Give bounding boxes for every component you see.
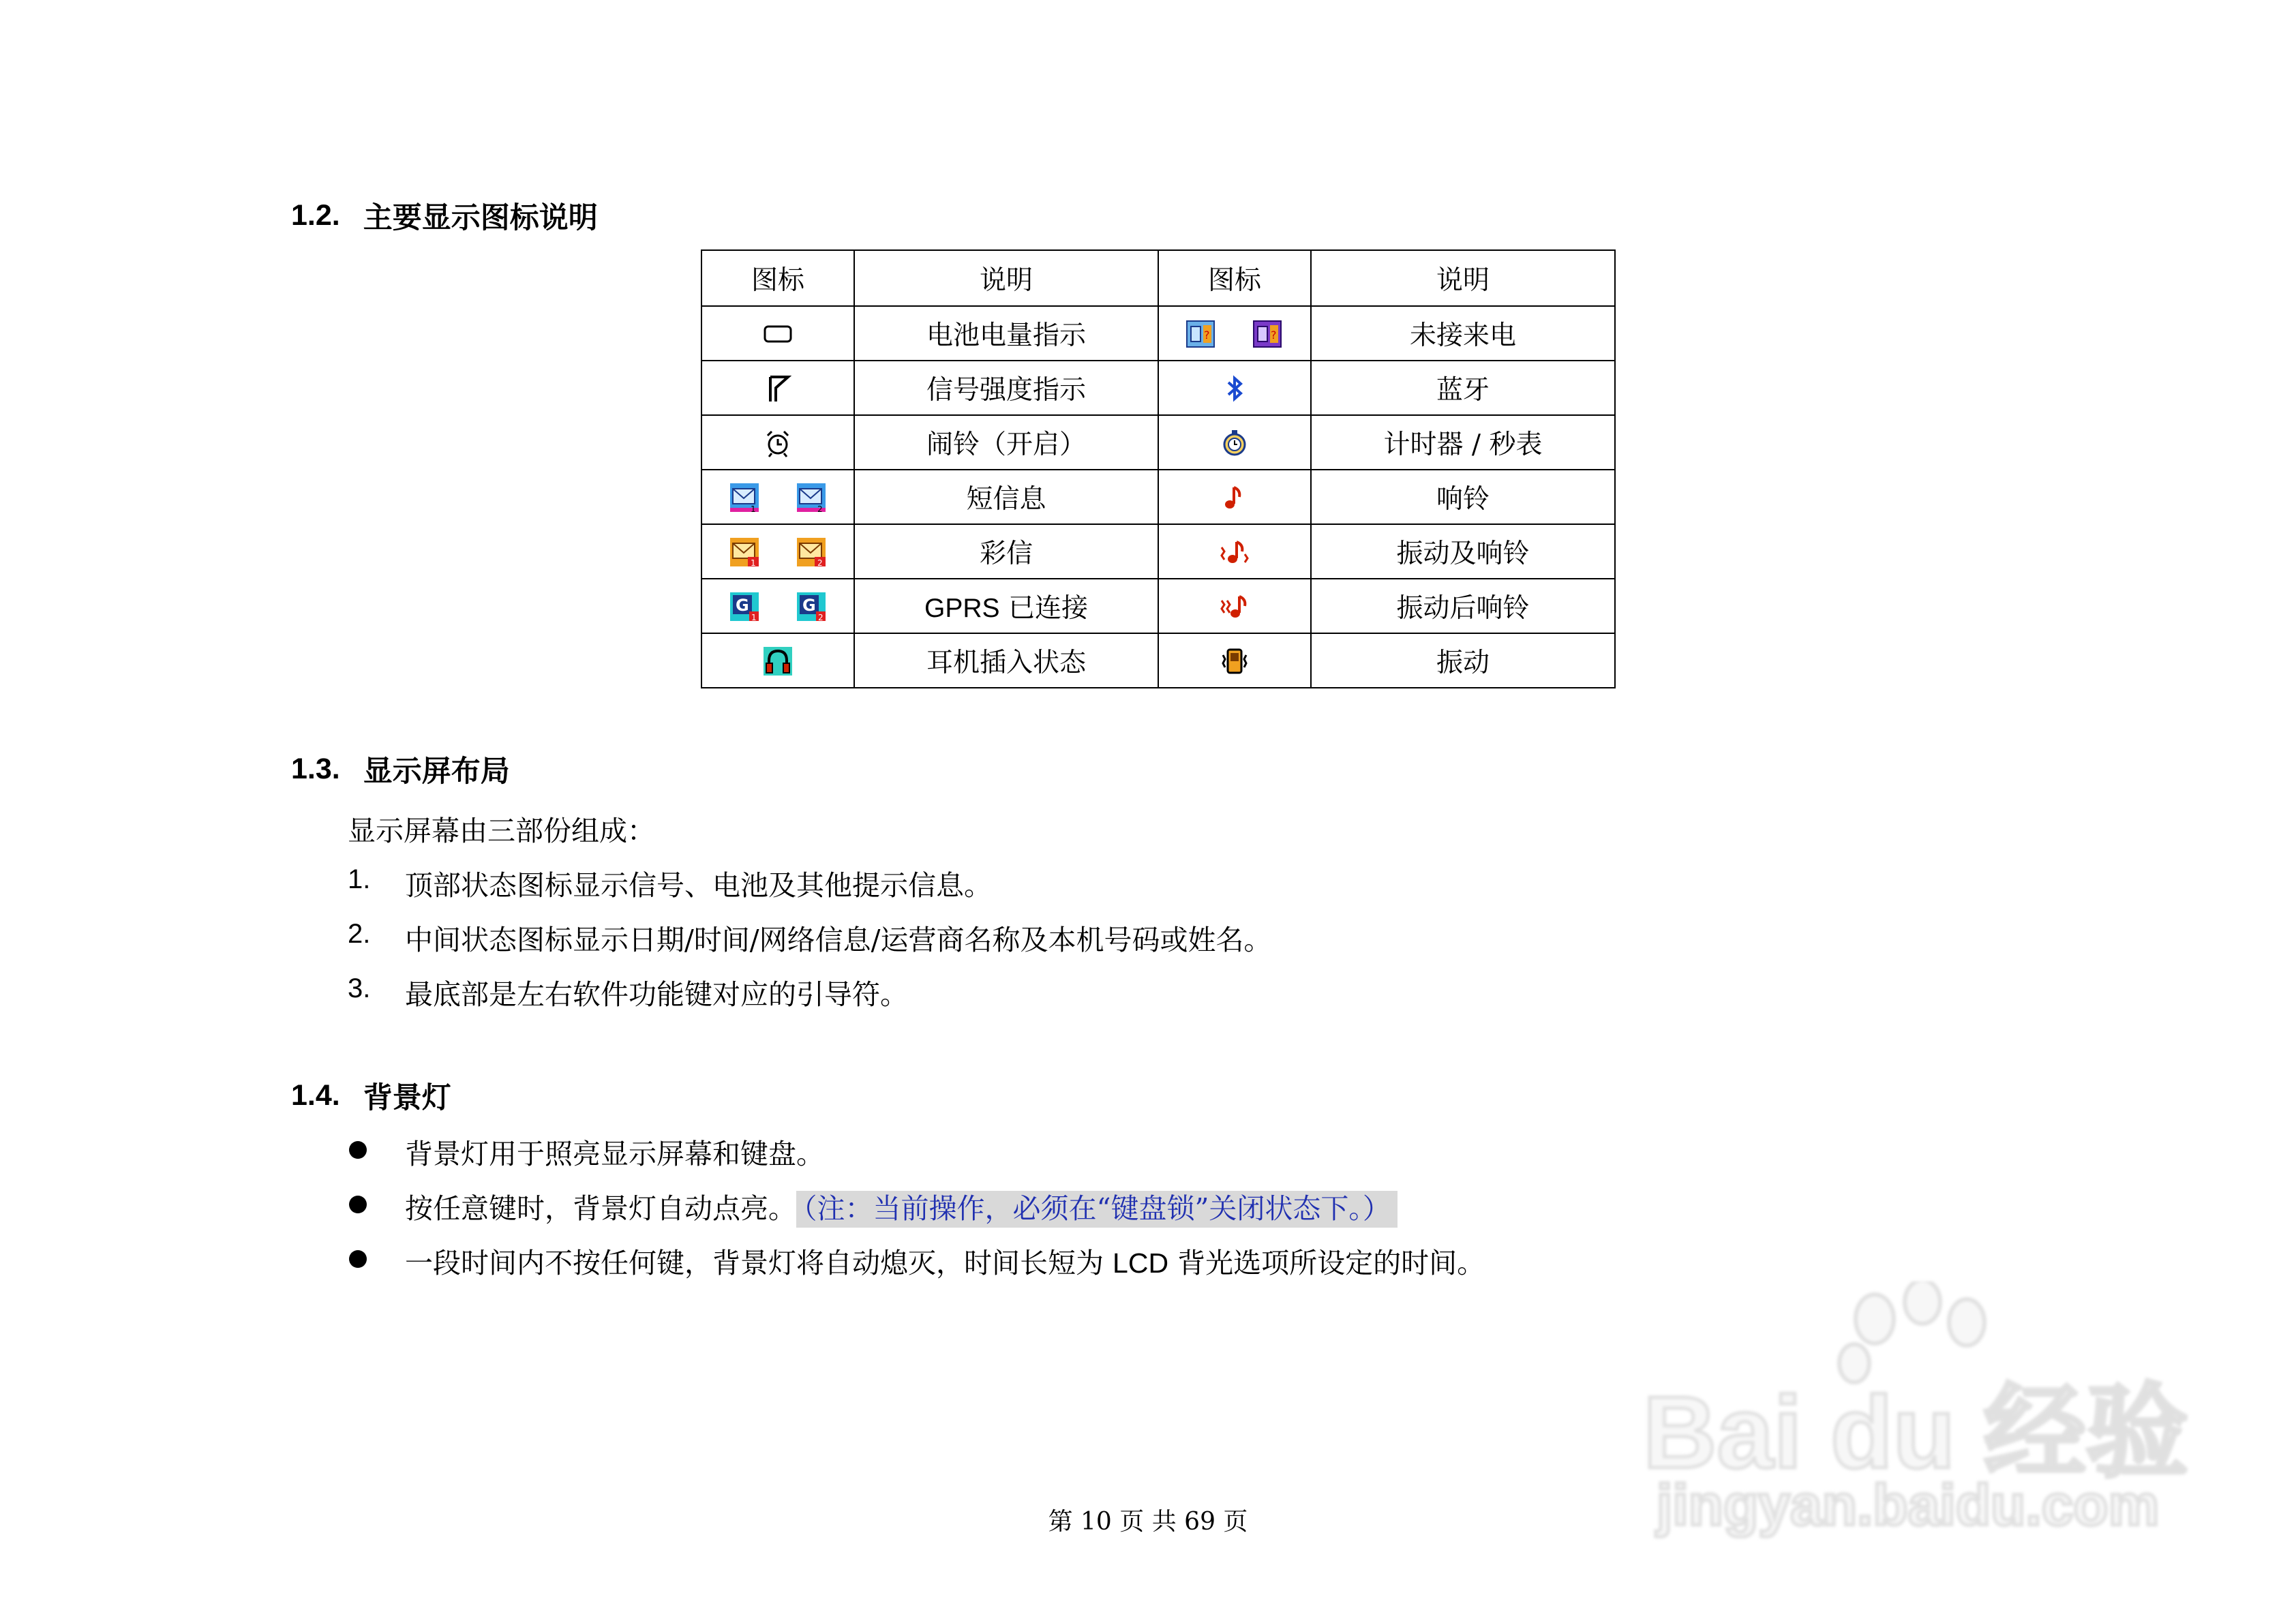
vibrate-icon (1219, 646, 1250, 677)
vibrate-then-ring-icon (1219, 591, 1250, 622)
bullet-item: 背景灯用于照亮显示屏幕和键盘。 (405, 1138, 824, 1170)
table-row (701, 306, 1615, 361)
svg-text:?: ? (1204, 329, 1210, 342)
svg-text:G: G (736, 596, 749, 615)
watermark-url: jingyan.baidu.com (1657, 1473, 2160, 1537)
header-icon-col-2: 图标 (1158, 250, 1311, 306)
signal-strength-icon (762, 373, 794, 404)
layout-intro: 显示屏幕由三部份组成： (348, 815, 655, 847)
desc-cell: 未接来电 (1311, 306, 1615, 361)
section-heading-1-4 (291, 1075, 451, 1117)
desc-cell: 信号强度指示 (854, 361, 1158, 415)
icon-cell (701, 579, 854, 633)
bullet-item (405, 1186, 1398, 1226)
desc-cell: 闹铃（开启） (854, 415, 1158, 470)
svg-text:1: 1 (751, 558, 756, 568)
watermark-brand: Bai du 经验 (1643, 1375, 2189, 1489)
icon-cell (701, 633, 854, 688)
icon-cell (701, 361, 854, 415)
desc-cell: 计时器 / 秒表 (1311, 415, 1615, 470)
desc-cell: 振动及响铃 (1311, 524, 1615, 579)
section-number: 1.2. (291, 199, 340, 232)
baidu-jingyan-watermark (1643, 1281, 2188, 1554)
section-title: 主要显示图标说明 (363, 201, 598, 235)
vibrate-and-ring-icon (1219, 536, 1250, 568)
desc-cell: 振动后响铃 (1311, 579, 1615, 633)
battery-icon (762, 318, 794, 350)
section-number: 1.3. (291, 753, 340, 785)
keypad-lock-note: （注：当前操作，必须在“键盘锁”关闭状态下。） (796, 1191, 1398, 1228)
alarm-clock-icon (762, 427, 794, 459)
icon-cell (1158, 361, 1311, 415)
section-number: 1.4. (291, 1079, 340, 1112)
svg-text:?: ? (1271, 329, 1277, 342)
gprs-sim2-icon (796, 591, 827, 622)
section-title: 显示屏布局 (363, 755, 510, 789)
desc-cell: 电池电量指示 (854, 306, 1158, 361)
section-heading-1-3 (291, 748, 510, 790)
stopwatch-icon (1219, 427, 1250, 459)
list-item: 最底部是左右软件功能键对应的引导符。 (405, 978, 908, 1011)
icon-cell (701, 415, 854, 470)
desc-cell: 振动 (1311, 633, 1615, 688)
table-row (701, 579, 1615, 633)
connected-label: 已连接 (999, 593, 1088, 624)
table-row (701, 361, 1615, 415)
header-desc-col-2: 说明 (1311, 250, 1615, 306)
header-icon-col: 图标 (701, 250, 854, 306)
desc-cell: 耳机插入状态 (854, 633, 1158, 688)
bullet-text-b: 背光选项所设定的时间。 (1168, 1247, 1485, 1279)
mms-sim2-icon (796, 536, 827, 568)
bullet-dot (349, 1196, 367, 1213)
section-heading-1-2 (291, 195, 598, 237)
desc-cell: 响铃 (1311, 470, 1615, 524)
bullet-item (405, 1241, 1485, 1281)
bullet-dot (349, 1250, 367, 1268)
svg-text:G: G (802, 596, 816, 615)
desc-cell: 短信息 (854, 470, 1158, 524)
table-row (701, 470, 1615, 524)
icon-cell (1158, 579, 1311, 633)
list-number: 2. (348, 919, 371, 949)
page-footer: 第 10 页 共 69 页 (1048, 1508, 1248, 1536)
icon-cell (1158, 306, 1311, 361)
bullet-dot (349, 1141, 367, 1159)
icon-cell (701, 470, 854, 524)
list-item: 中间状态图标显示日期/时间/网络信息/运营商名称及本机号码或姓名。 (405, 924, 1272, 956)
missed-call-sim1-icon (1185, 318, 1217, 350)
bullet-text: 按任意键时，背景灯自动点亮。 (405, 1192, 796, 1225)
header-desc-col: 说明 (854, 250, 1158, 306)
svg-text:1: 1 (751, 504, 756, 513)
svg-text:2: 2 (818, 613, 824, 622)
bullet-text-a: 一段时间内不按任何键，背景灯将自动熄灭，时间长短为 (405, 1247, 1113, 1279)
table-row (701, 415, 1615, 470)
lcd-label: LCD (1113, 1247, 1169, 1279)
headset-icon (762, 646, 794, 677)
table-header-row (701, 250, 1615, 306)
icon-cell (1158, 524, 1311, 579)
mms-sim1-icon (729, 536, 760, 568)
icon-cell (701, 306, 854, 361)
icon-cell (1158, 415, 1311, 470)
section-title: 背景灯 (363, 1081, 451, 1115)
sms-sim1-icon (729, 482, 760, 513)
list-item: 顶部状态图标显示信号、电池及其他提示信息。 (405, 869, 992, 902)
list-number: 1. (348, 864, 371, 894)
icon-cell (701, 524, 854, 579)
table-row (701, 524, 1615, 579)
svg-text:1: 1 (751, 613, 757, 622)
desc-cell: 彩信 (854, 524, 1158, 579)
bluetooth-icon (1219, 373, 1250, 404)
list-number: 3. (348, 973, 371, 1003)
ring-icon (1219, 482, 1250, 513)
svg-text:2: 2 (817, 504, 823, 513)
gprs-sim1-icon (729, 591, 760, 622)
icon-description-table (701, 249, 1616, 688)
sms-sim2-icon (796, 482, 827, 513)
icon-cell (1158, 470, 1311, 524)
desc-cell: 蓝牙 (1311, 361, 1615, 415)
table-row (701, 633, 1615, 688)
svg-text:2: 2 (817, 558, 823, 568)
icon-cell (1158, 633, 1311, 688)
gprs-label: GPRS (924, 594, 1000, 623)
desc-cell (854, 579, 1158, 633)
missed-call-sim2-icon (1252, 318, 1284, 350)
